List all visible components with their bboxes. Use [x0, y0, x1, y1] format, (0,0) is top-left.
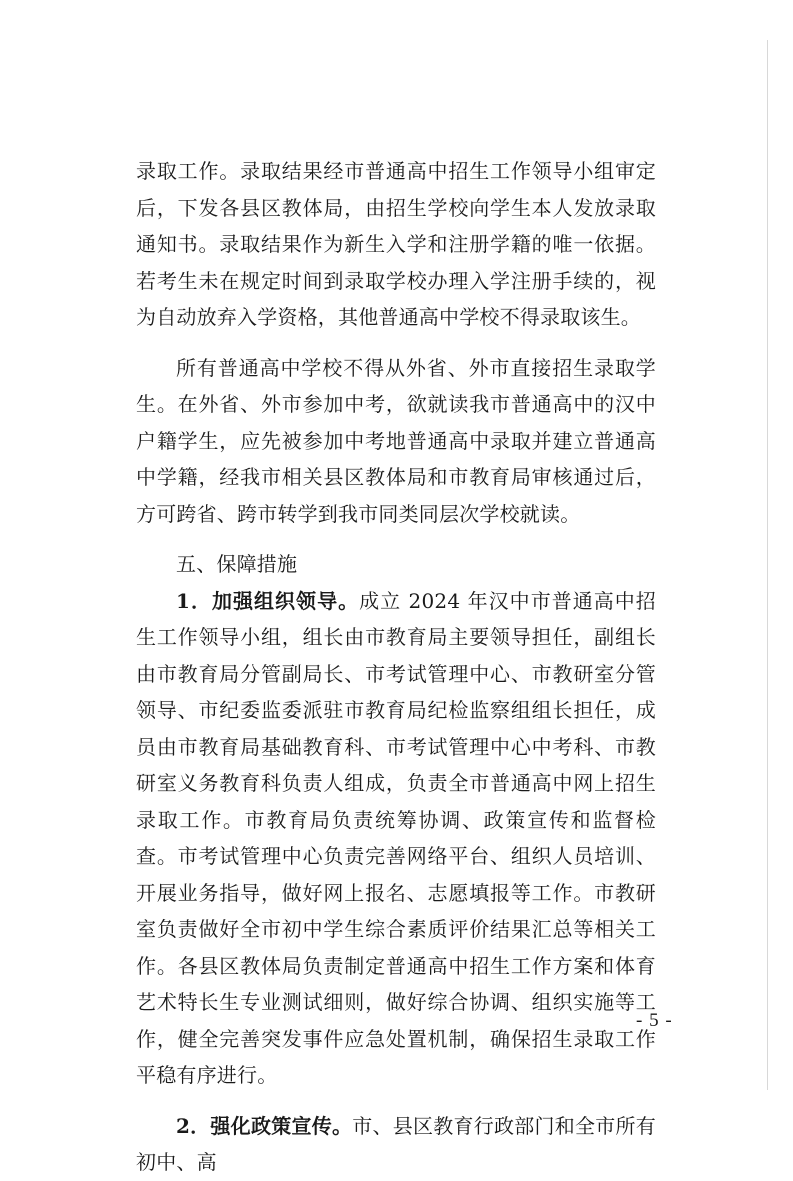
document-body: [136, 153, 656, 1181]
paragraph-out-of-province: 所有普通高中学校不得从外省、外市直接招生录取学生。在外省、外市参加中考，欲就读我市普通高中的汉中户籍学生，应先被参加中考地普通高中录取并建立普通高中学籍，经我市相关县区教体局和市教育局审核通过后，方可跨省、跨市转学到我市同类同层次学校就读。: [136, 355, 656, 526]
page-number: - 5 -: [636, 1010, 673, 1031]
paragraph-lead-organization: 1．加强组织领导。: [176, 588, 360, 613]
paragraph-admission-results: 录取工作。录取结果经市普通高中招生工作领导小组审定后，下发各县区教体局，由招生学校向学生本人发放录取通知书。录取结果作为新生入学和注册学籍的唯一依据。若考生未在规定时间到录取学校办理入学注册手续的，视为自动放弃入学资格，其他普通高中学校不得录取该生。: [136, 159, 656, 329]
paragraph-body-publicity: 市、县区教育行政部门和全市所有初中、高: [136, 1113, 656, 1174]
paragraph-body-organization: 成立 2024 年汉中市普通高中招生工作领导小组，组长由市教育局主要领导担任，副组长由市教育局分管副局长、市考试管理中心、市教研室分管领导、市纪委监委派驻市教育局纪检监察组组长担任，成员由市教育局基础教育科、市考试管理中心中考科、市教研室义务教育科负责人组成，负责全市普通高中网上招生录取工作。市教育局负责统筹协调、政策宣传和监督检查。市考试管理中心负责完善网络平台、组织人员培训、开展业务指导，做好网上报名、志愿填报等工作。市教研室负责做好全市初中学生综合素质评价结果汇总等相关工作。各县区教体局负责制定普通高中招生工作方案和体育艺术特长生专业测试细则，做好综合协调、组织实施等工作，健全完善突发事件应急处置机制，确保招生录取工作平稳有序进行。: [136, 588, 657, 1087]
page-edge-line: [767, 40, 768, 1090]
section-heading: 五、保障措施: [176, 552, 298, 576]
paragraph-organization-leadership: [136, 583, 656, 1094]
paragraph-lead-publicity: 2．强化政策宣传。: [176, 1113, 353, 1138]
paragraph-policy-publicity: [136, 1108, 656, 1181]
